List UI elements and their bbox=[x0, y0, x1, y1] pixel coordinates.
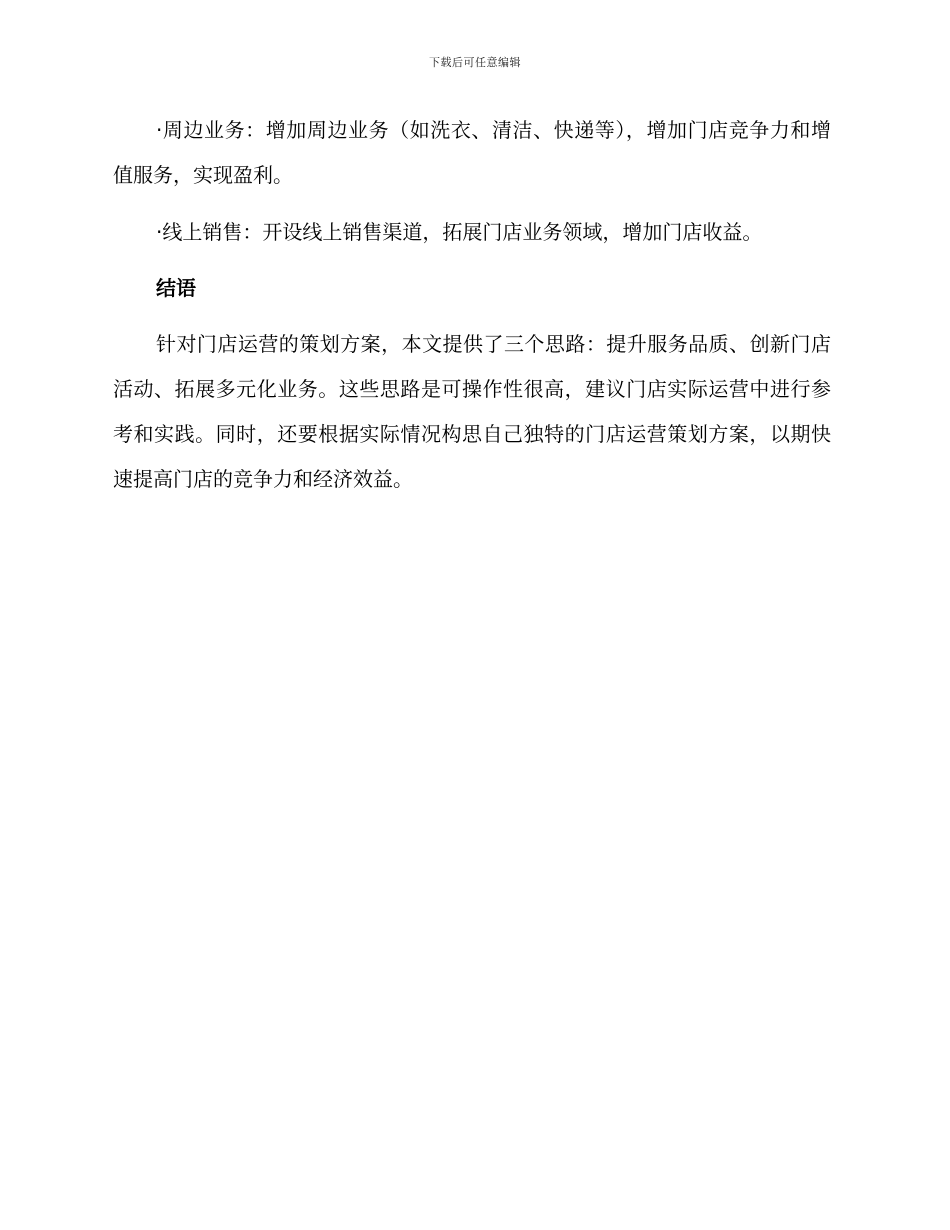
bullet-peripheral-business: ·周边业务：增加周边业务（如洗衣、清洁、快递等），增加门店竞争力和增值服务，实现盈利。 bbox=[113, 118, 831, 187]
section-heading-conclusion: 结语 bbox=[156, 276, 196, 300]
document-body bbox=[113, 108, 831, 502]
bullet-online-sales: ·线上销售：开设线上销售渠道，拓展门店业务领域，增加门店收益。 bbox=[156, 220, 763, 244]
conclusion-paragraph: 针对门店运营的策划方案，本文提供了三个思路：提升服务品质、创新门店活动、拓展多元化业务。这些思路是可操作性很高，建议门店实际运营中进行参考和实践。同时，还要根据实际情况构思自己独特的门店运营策划方案，以期快速提高门店的竞争力和经济效益。 bbox=[113, 332, 831, 491]
download-note: 下载后可任意编辑 bbox=[429, 56, 521, 69]
